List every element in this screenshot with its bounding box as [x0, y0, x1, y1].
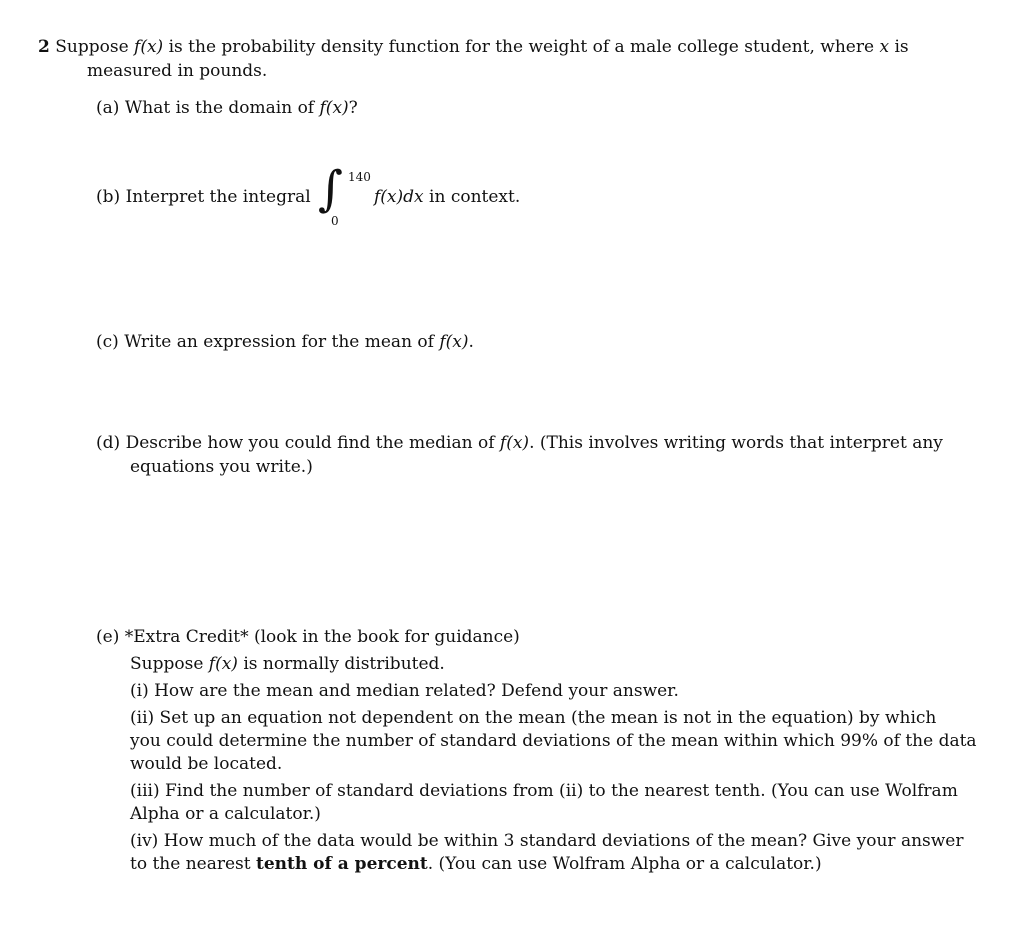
- part-b-text-b: in context.: [429, 187, 521, 207]
- part-e-iv-2: [130, 853, 822, 876]
- part-d-line2: equations you write.): [130, 457, 313, 477]
- problem-statement: [38, 36, 978, 59]
- part-d-label: (d): [96, 433, 121, 453]
- part-b-text: [96, 186, 311, 209]
- problem-x: x: [879, 37, 890, 57]
- part-a-fx: f(x): [319, 98, 349, 118]
- part-a: [96, 97, 358, 120]
- part-a-text: What is the domain of: [124, 98, 315, 118]
- part-e-label: (e): [96, 627, 120, 647]
- part-e-ii-3: would be located.: [130, 754, 283, 774]
- integral-lower-limit: 0: [331, 214, 339, 228]
- problem-intro-a: Suppose: [55, 37, 129, 57]
- part-e-line2: [130, 653, 445, 676]
- problem-fx: f(x): [134, 37, 164, 57]
- part-e-line1: [96, 626, 520, 649]
- part-e-line2-b: is normally distributed.: [243, 654, 445, 674]
- part-e-line2-a: Suppose: [130, 654, 204, 674]
- part-b-integrand: f(x)dx: [374, 187, 424, 207]
- part-e-fx: f(x): [208, 654, 238, 674]
- problem-number: 2: [38, 37, 50, 57]
- part-b-label: (b): [96, 187, 121, 207]
- part-e-iv-2a: to the nearest: [130, 854, 251, 874]
- part-c-fx: f(x): [439, 332, 469, 352]
- part-e-iv-2c: . (You can use Wolfram Alpha or a calculator.): [427, 854, 822, 874]
- integral-upper-limit: 140: [348, 170, 371, 184]
- part-b-text-a: Interpret the integral: [125, 187, 311, 207]
- problem-line2: measured in pounds.: [87, 61, 268, 81]
- part-e-ii-2: you could determine the number of standard deviations of the mean within which 99% of the data: [130, 731, 977, 751]
- part-c-label: (c): [96, 332, 119, 352]
- part-a-label: (a): [96, 98, 120, 118]
- part-d-fx: f(x): [499, 433, 530, 453]
- part-d-text-a: Describe how you could find the median of: [125, 433, 495, 453]
- part-e-extra-credit: *Extra Credit* (look in the book for guidance): [124, 627, 520, 647]
- part-e-iv-1: (iv) How much of the data would be within 3 standard deviations of the mean? Give your answer: [130, 831, 964, 851]
- problem-intro-b: is the probability density function for the weight of a male college student, where: [168, 37, 875, 57]
- part-e-ii-1: (ii) Set up an equation not dependent on the mean (the mean is not in the equation) by which: [130, 708, 937, 728]
- part-d-line1: [96, 432, 976, 455]
- part-e-iii-2: Alpha or a calculator.): [130, 804, 321, 824]
- part-c-text: Write an expression for the mean of: [124, 332, 434, 352]
- part-a-qmark: ?: [348, 98, 358, 118]
- part-c-period: .: [468, 332, 474, 352]
- part-c: [96, 331, 474, 354]
- integral-sign: ∫: [318, 161, 344, 217]
- part-d-text-b: . (This involves writing words that interpret any: [529, 433, 943, 453]
- part-e-iii-1: (iii) Find the number of standard deviations from (ii) to the nearest tenth. (You can use Wolfram: [130, 781, 958, 801]
- part-b-rest: [374, 186, 520, 209]
- problem-intro-c: is: [894, 37, 909, 57]
- part-e-iv-bold: tenth of a percent: [256, 854, 428, 874]
- part-e-i: (i) How are the mean and median related? Defend your answer.: [130, 681, 679, 701]
